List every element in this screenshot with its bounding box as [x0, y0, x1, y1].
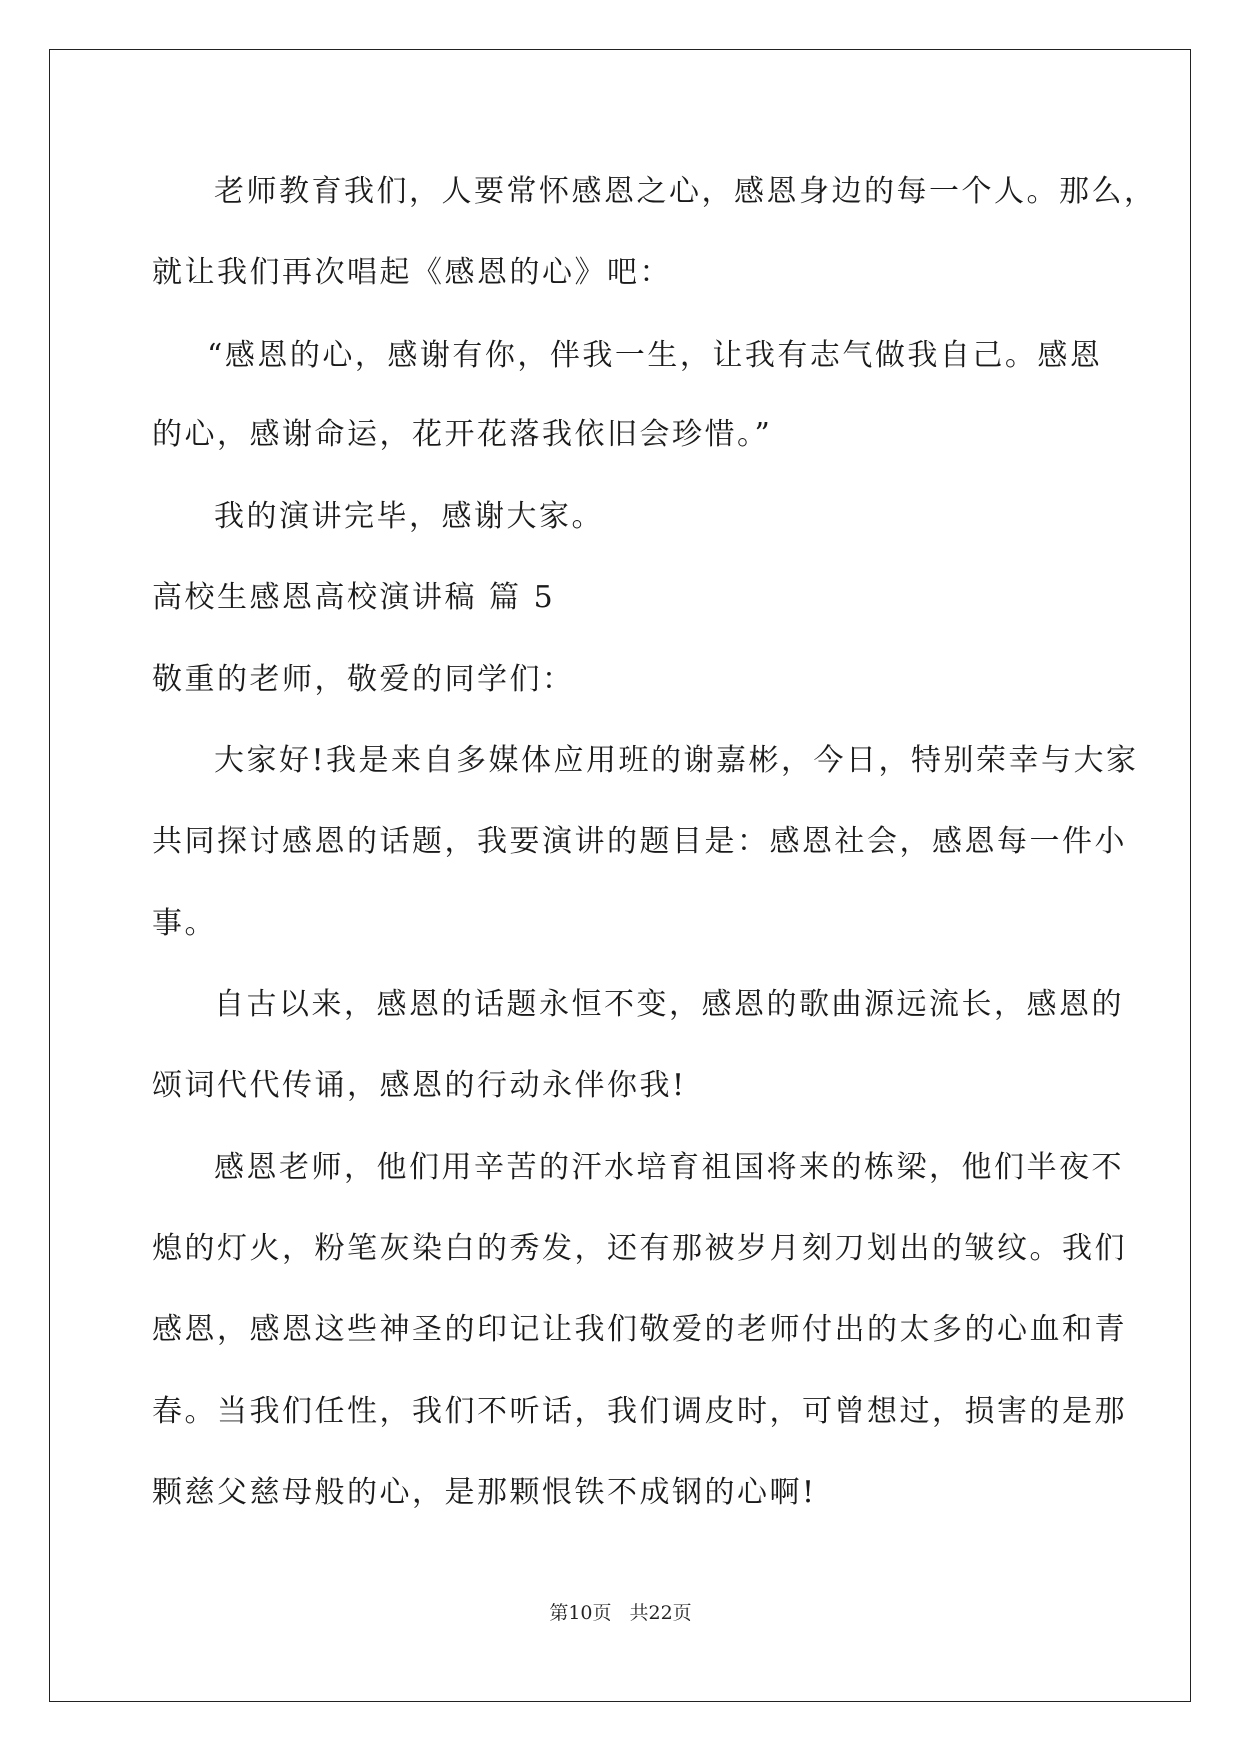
paragraph-line: 颂词代代传诵，感恩的行动永伴你我! [152, 1068, 687, 1103]
paragraph-line: 老师教育我们，人要常怀感恩之心，感恩身边的每一个人。那么， [214, 174, 1157, 209]
page-number: 第10页 [549, 1602, 612, 1624]
paragraph-line: 事。 [152, 906, 217, 941]
paragraph-line: 颗慈父慈母般的心，是那颗恨铁不成钢的心啊! [152, 1475, 817, 1510]
quote-line: “感恩的心，感谢有你，伴我一生，让我有志气做我自己。感恩 [207, 338, 1103, 373]
page-border [49, 49, 1191, 1702]
paragraph-line: 感恩老师，他们用辛苦的汗水培育祖国将来的栋梁，他们半夜不 [214, 1150, 1124, 1185]
paragraph-line: 我的演讲完毕，感谢大家。 [214, 499, 604, 534]
quote-line: 的心，感谢命运，花开花落我依旧会珍惜。” [152, 417, 773, 452]
paragraph-line: 共同探讨感恩的话题，我要演讲的题目是：感恩社会，感恩每一件小 [152, 824, 1127, 859]
salutation: 敬重的老师，敬爱的同学们： [152, 662, 575, 697]
paragraph-line: 大家好!我是来自多媒体应用班的谢嘉彬，今日，特别荣幸与大家 [214, 743, 1139, 778]
paragraph-line: 自古以来，感恩的话题永恒不变，感恩的歌曲源远流长，感恩的 [214, 987, 1124, 1022]
paragraph-line: 熄的灯火，粉笔灰染白的秀发，还有那被岁月刻刀划出的皱纹。我们 [152, 1231, 1127, 1266]
section-heading: 高校生感恩高校演讲稿 篇 5 [152, 580, 556, 615]
paragraph-line: 感恩，感恩这些神圣的印记让我们敬爱的老师付出的太多的心血和青 [152, 1312, 1127, 1347]
paragraph-line: 春。当我们任性，我们不听话，我们调皮时，可曾想过，损害的是那 [152, 1394, 1127, 1429]
page-total: 共22页 [629, 1602, 692, 1624]
page-footer [0, 1600, 1241, 1626]
paragraph-line: 就让我们再次唱起《感恩的心》吧： [152, 255, 672, 290]
